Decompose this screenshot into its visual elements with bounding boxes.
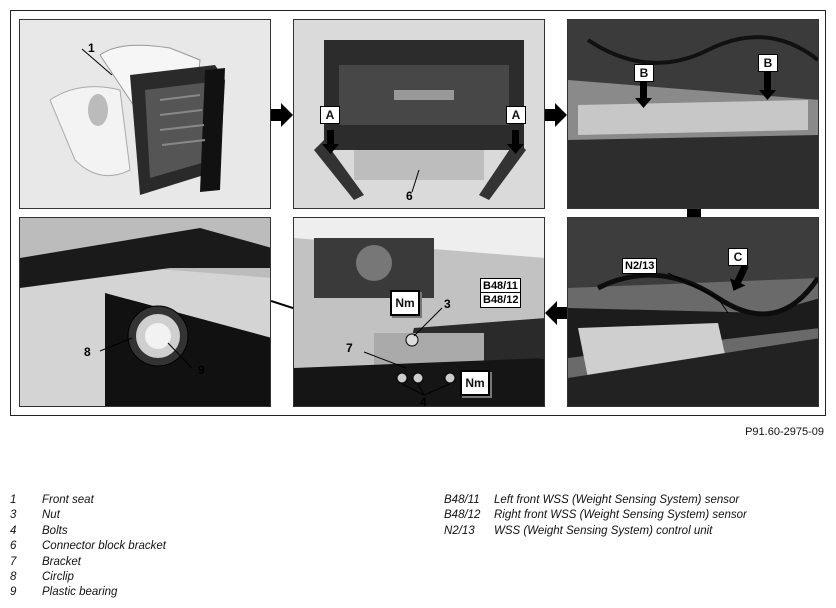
front-seat-photo [20,20,271,209]
callout-plastic-bearing: 9 [198,363,205,377]
legend-row: N2/13 WSS (Weight Sensing System) control unit [444,524,713,537]
legend-row: 9 Plastic bearing [10,586,118,599]
panel-sensor-bracket [293,217,545,407]
flow-arrow-right [545,103,567,127]
legend-row: 7 Bracket [10,555,81,568]
panel-seat-underside [293,19,545,209]
panel-circlip [19,217,271,407]
arrow-label-a-right: A [506,106,526,124]
panel-seat-frame-b [567,19,819,209]
torque-symbol-nm: Nm [460,370,490,396]
legend-row: B48/12 Right front WSS (Weight Sensing System) sensor [444,509,747,522]
callout-connector-bracket: 6 [406,189,413,203]
flow-arrow-left [545,301,567,325]
callout-circlip: 8 [84,345,91,359]
circlip-photo [20,218,271,407]
figure-reference: P91.60-2975-09 [745,426,824,438]
callout-front-seat: 1 [88,41,95,55]
panel-front-seat [19,19,271,209]
label-sensor-right: B48/12 [480,292,521,308]
label-control-unit: N2/13 [622,258,657,274]
legend-row: 8 Circlip [10,570,74,583]
callout-bracket: 7 [346,341,353,355]
callout-nut: 3 [444,297,451,311]
legend-row: 6 Connector block bracket [10,540,167,553]
arrow-label-b-right: B [758,54,778,72]
arrow-label-b-left: B [634,64,654,82]
legend-row: 3 Nut [10,509,60,522]
flow-arrow-right [271,103,293,127]
control-unit-photo [568,218,819,407]
arrow-label-a-left: A [320,106,340,124]
torque-symbol-nm: Nm [390,290,420,316]
legend-left [10,493,166,601]
legend-right [444,493,747,539]
panel-control-unit [567,217,819,407]
legend-row: 4 Bolts [10,524,68,537]
seat-frame-photo [568,20,819,209]
label-sensor-left: B48/11 [480,278,521,294]
legend-row: B48/11 Left front WSS (Weight Sensing System) sensor [444,494,740,506]
arrow-label-c: C [728,248,748,266]
legend-row: 1 Front seat [10,494,94,506]
illustration-frame [10,10,826,416]
callout-bolts: 4 [420,395,427,407]
